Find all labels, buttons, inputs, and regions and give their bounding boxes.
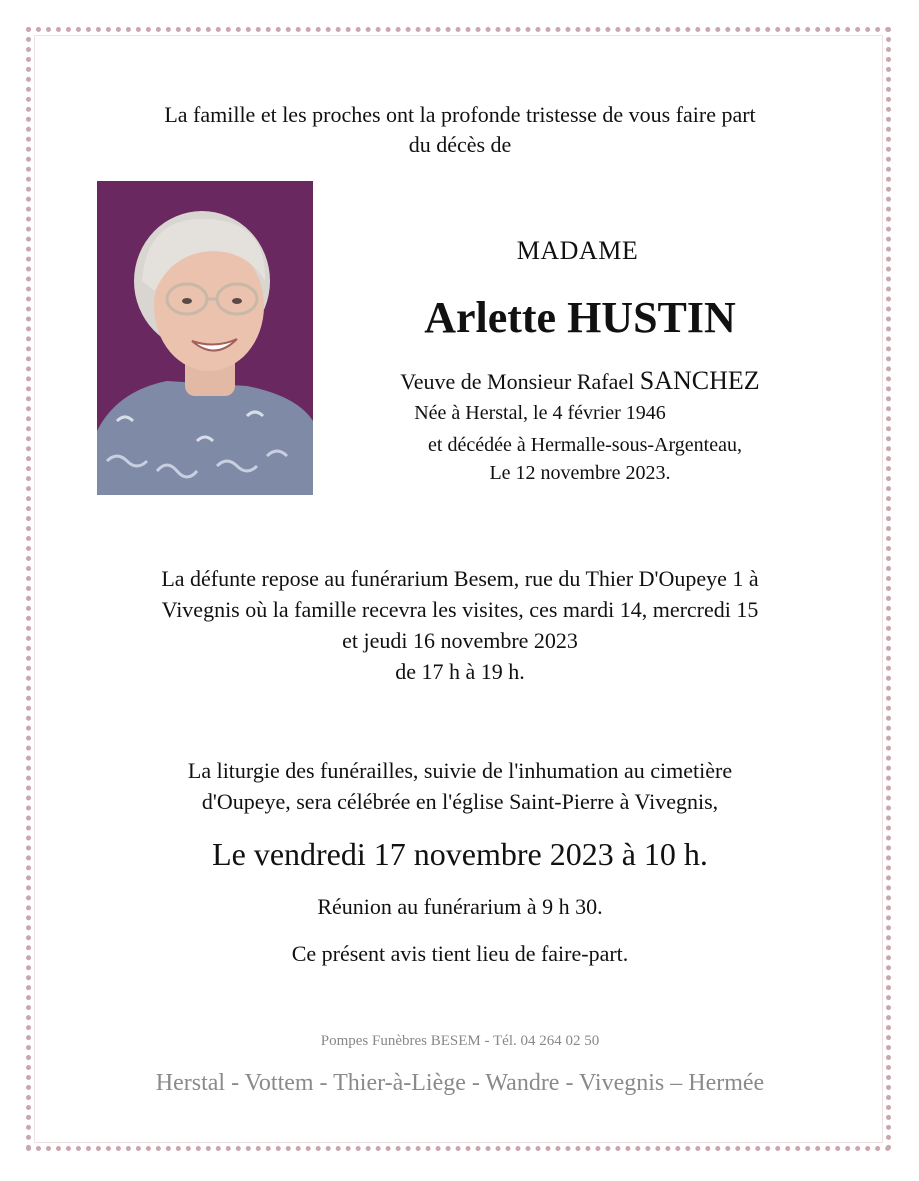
intro-line-1: La famille et les proches ont la profonde tristesse de vous faire part [164,102,756,127]
intro-text [60,100,860,160]
visitation-line-4: de 17 h à 19 h. [395,659,525,684]
portrait-photo [97,181,313,495]
notice-text: Ce présent avis tient lieu de faire-part. [291,941,629,966]
liturgy-line-2: d'Oupeye, sera célébrée en l'église Saint-Pierre à Vivegnis, [201,789,719,814]
portrait-illustration [97,181,313,495]
funeral-home-contact: Pompes Funèbres BESEM - Tél. 04 264 02 50 [320,1033,600,1049]
death-date: Le 12 novembre 2023. [489,462,671,484]
visitation-line-1: La défunte repose au funérarium Besem, rue du Thier D'Oupeye 1 à [161,566,759,591]
visitation-line-2: Vivegnis où la famille recevra les visites, ces mardi 14, mercredi 15 [161,597,759,622]
widow-of-prefix: Veuve de Monsieur Rafael [400,369,640,394]
birth-info: Née à Herstal, le 4 février 1946 [414,402,666,424]
deceased-name: Arlette HUSTIN [424,293,736,342]
honorific: MADAME [516,236,639,265]
liturgy-info [60,755,860,817]
funeral-home-towns: Herstal - Vottem - Thier-à-Liège - Wandre - Vivegnis – Hermée [155,1070,765,1096]
visitation-line-3: et jeudi 16 novembre 2023 [342,628,578,653]
ceremony-date: Le vendredi 17 novembre 2023 à 10 h. [212,836,708,872]
widow-of [330,366,830,396]
death-place: et décédée à Hermalle-sous-Argenteau, [428,434,742,456]
meeting-info: Réunion au funérarium à 9 h 30. [317,894,603,919]
visitation-info [50,563,870,687]
widow-of-surname: SANCHEZ [639,366,760,395]
liturgy-line-1: La liturgie des funérailles, suivie de l'inhumation au cimetière [187,758,733,783]
intro-line-2: du décès de [408,132,512,157]
